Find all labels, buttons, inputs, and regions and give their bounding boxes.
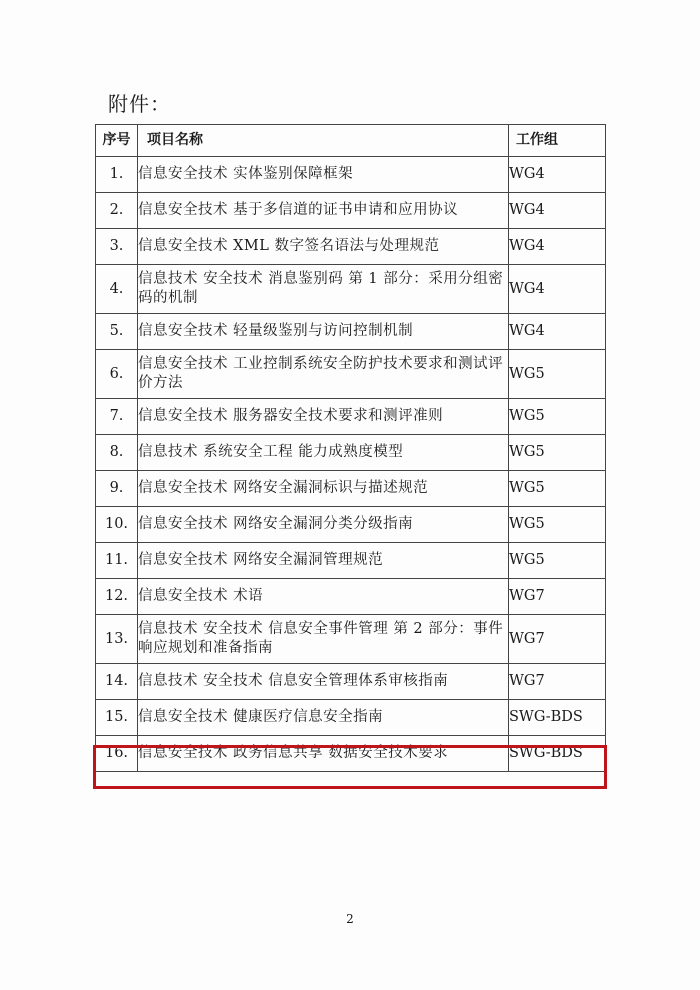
table-row — [96, 229, 606, 265]
project-name: 信息安全技术 基于多信道的证书申请和应用协议 — [138, 193, 509, 229]
project-name: 信息安全技术 健康医疗信息安全指南 — [138, 700, 509, 736]
table-header-row — [96, 125, 606, 157]
table-row — [96, 579, 606, 615]
table-row — [96, 543, 606, 579]
working-group: WG5 — [509, 471, 606, 507]
working-group: WG7 — [509, 664, 606, 700]
table-row — [96, 314, 606, 350]
project-name: 信息安全技术 政务信息共享 数据安全技术要求 — [138, 736, 509, 772]
project-name: 信息技术 安全技术 信息安全事件管理 第 2 部分：事件响应规划和准备指南 — [138, 615, 509, 664]
serial-number: 8. — [96, 435, 138, 471]
serial-number: 6. — [96, 350, 138, 399]
project-name: 信息安全技术 轻量级鉴别与访问控制机制 — [138, 314, 509, 350]
project-name: 信息安全技术 工业控制系统安全防护技术要求和测试评价方法 — [138, 350, 509, 399]
header-working-group: 工作组 — [509, 125, 606, 157]
working-group: SWG-BDS — [509, 700, 606, 736]
working-group: WG4 — [509, 193, 606, 229]
table-row — [96, 664, 606, 700]
table-row — [96, 157, 606, 193]
working-group: WG5 — [509, 543, 606, 579]
working-group: WG4 — [509, 314, 606, 350]
project-name: 信息安全技术 网络安全漏洞标识与描述规范 — [138, 471, 509, 507]
serial-number: 15. — [96, 700, 138, 736]
header-serial-number: 序号 — [96, 125, 138, 157]
serial-number: 14. — [96, 664, 138, 700]
serial-number: 11. — [96, 543, 138, 579]
serial-number: 7. — [96, 399, 138, 435]
table-row — [96, 350, 606, 399]
project-name: 信息技术 安全技术 信息安全管理体系审核指南 — [138, 664, 509, 700]
working-group: WG7 — [509, 579, 606, 615]
serial-number: 5. — [96, 314, 138, 350]
serial-number: 2. — [96, 193, 138, 229]
working-group: WG5 — [509, 507, 606, 543]
project-name: 信息技术 安全技术 消息鉴别码 第 1 部分：采用分组密码的机制 — [138, 265, 509, 314]
header-project-name: 项目名称 — [138, 125, 509, 157]
project-name: 信息安全技术 服务器安全技术要求和测评准则 — [138, 399, 509, 435]
table-row-highlighted — [96, 736, 606, 772]
project-name: 信息安全技术 网络安全漏洞分类分级指南 — [138, 507, 509, 543]
project-name: 信息技术 系统安全工程 能力成熟度模型 — [138, 435, 509, 471]
table-row — [96, 399, 606, 435]
attachment-heading: 附件： — [108, 92, 171, 116]
serial-number: 1. — [96, 157, 138, 193]
serial-number: 12. — [96, 579, 138, 615]
serial-number: 16. — [96, 736, 138, 772]
working-group: WG4 — [509, 229, 606, 265]
serial-number: 10. — [96, 507, 138, 543]
project-name: 信息安全技术 术语 — [138, 579, 509, 615]
working-group: WG4 — [509, 265, 606, 314]
table-row — [96, 435, 606, 471]
working-group: WG5 — [509, 350, 606, 399]
serial-number: 9. — [96, 471, 138, 507]
table-row — [96, 193, 606, 229]
serial-number: 3. — [96, 229, 138, 265]
table-row — [96, 265, 606, 314]
project-table — [95, 124, 606, 772]
table-row — [96, 471, 606, 507]
working-group: WG5 — [509, 435, 606, 471]
working-group: WG5 — [509, 399, 606, 435]
project-name: 信息安全技术 XML 数字签名语法与处理规范 — [138, 229, 509, 265]
serial-number: 4. — [96, 265, 138, 314]
working-group: WG4 — [509, 157, 606, 193]
working-group: SWG-BDS — [509, 736, 606, 772]
page-number: 2 — [346, 912, 354, 926]
working-group: WG7 — [509, 615, 606, 664]
table-row — [96, 507, 606, 543]
table-row — [96, 700, 606, 736]
table-row — [96, 615, 606, 664]
serial-number: 13. — [96, 615, 138, 664]
project-name: 信息安全技术 实体鉴别保障框架 — [138, 157, 509, 193]
project-name: 信息安全技术 网络安全漏洞管理规范 — [138, 543, 509, 579]
